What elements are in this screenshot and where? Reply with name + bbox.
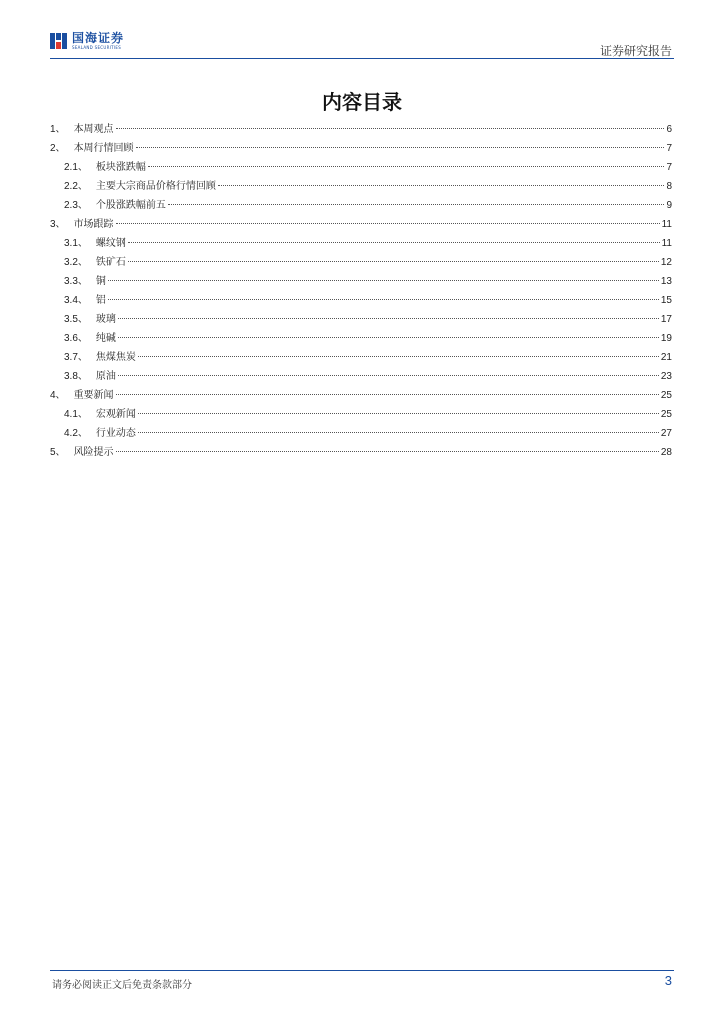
toc-dot-leader [136,147,665,148]
toc-entry-title: 本周观点 [73,124,114,135]
table-of-contents [50,120,672,462]
toc-entry-page: 28 [660,447,672,458]
toc-entry-number: 3.6、 [64,333,88,344]
toc-entry-page: 11 [661,219,672,230]
toc-entry-title: 宏观新闻 [95,409,136,420]
toc-entry[interactable] [50,215,672,234]
toc-entry-number: 2.1、 [64,162,88,173]
toc-dot-leader [116,223,660,224]
toc-entry[interactable] [50,424,672,443]
toc-dot-leader [108,299,659,300]
toc-entry-page: 15 [660,295,672,306]
logo-name-en: SEALAND SECURITIES [72,45,122,50]
toc-dot-leader [168,204,665,205]
toc-entry-title: 玻璃 [95,314,116,325]
toc-dot-leader [138,356,659,357]
toc-entry[interactable] [50,291,672,310]
toc-entry-number: 3.3、 [64,276,88,287]
toc-entry-page: 6 [666,124,672,135]
toc-entry-title: 市场跟踪 [73,219,114,230]
disclaimer-note: 请务必阅读正文后免责条款部分 [52,980,192,991]
toc-dot-leader [116,128,665,129]
toc-dot-leader [218,185,665,186]
toc-entry-number: 4、 [50,390,66,401]
toc-entry-page: 8 [666,181,672,192]
toc-entry-number: 3.7、 [64,352,88,363]
toc-entry-title: 行业动态 [95,428,136,439]
page-number: 3 [664,973,672,988]
toc-dot-leader [148,166,665,167]
toc-entry-page: 23 [660,371,672,382]
toc-entry[interactable] [50,158,672,177]
toc-entry[interactable] [50,120,672,139]
toc-entry-title: 板块涨跌幅 [95,162,146,173]
toc-entry-title: 风险提示 [73,447,114,458]
toc-dot-leader [138,432,659,433]
toc-entry-page: 11 [661,238,672,249]
toc-entry-page: 12 [660,257,672,268]
toc-entry-page: 25 [660,390,672,401]
toc-entry-number: 3.4、 [64,295,88,306]
company-logo [50,30,124,52]
toc-dot-leader [108,280,659,281]
toc-dot-leader [118,318,659,319]
toc-dot-leader [118,375,659,376]
toc-entry[interactable] [50,310,672,329]
toc-dot-leader [128,242,660,243]
toc-entry-page: 21 [660,352,672,363]
toc-entry-number: 4.1、 [64,409,88,420]
toc-entry-title: 原油 [95,371,116,382]
page-header [0,0,724,62]
toc-entry-number: 2.2、 [64,181,88,192]
toc-dot-leader [118,337,659,338]
toc-entry-title: 个股涨跌幅前五 [95,200,166,211]
toc-entry-page: 19 [660,333,672,344]
toc-entry-title: 螺纹钢 [95,238,126,249]
toc-entry-page: 9 [666,200,672,211]
toc-dot-leader [128,261,659,262]
toc-entry-title: 纯碱 [95,333,116,344]
logo-name-cn: 国海证券 [72,31,125,45]
toc-entry-title: 铝 [95,295,106,306]
toc-entry-title: 重要新闻 [73,390,114,401]
toc-dot-leader [116,394,659,395]
toc-entry-number: 3.5、 [64,314,88,325]
toc-entry[interactable] [50,443,672,462]
report-type-label: 证券研究报告 [599,44,672,58]
toc-entry[interactable] [50,329,672,348]
toc-entry[interactable] [50,234,672,253]
toc-entry-page: 27 [660,428,672,439]
toc-entry-number: 2.3、 [64,200,88,211]
toc-entry[interactable] [50,139,672,158]
toc-entry[interactable] [50,386,672,405]
toc-entry-title: 焦煤焦炭 [95,352,136,363]
toc-dot-leader [138,413,659,414]
toc-entry-number: 1、 [50,124,66,135]
toc-entry-title: 铁矿石 [95,257,126,268]
toc-entry-page: 7 [666,162,672,173]
toc-entry[interactable] [50,272,672,291]
toc-entry-number: 2、 [50,143,66,154]
toc-entry-number: 5、 [50,447,66,458]
header-divider [50,58,674,59]
toc-entry-title: 本周行情回顾 [73,143,134,154]
toc-entry-title: 主要大宗商品价格行情回顾 [95,181,216,192]
toc-entry-number: 4.2、 [64,428,88,439]
toc-title: 内容目录 [322,90,402,114]
toc-entry-number: 3.2、 [64,257,88,268]
toc-entry-number: 3.8、 [64,371,88,382]
toc-entry-title: 铜 [95,276,106,287]
toc-entry[interactable] [50,196,672,215]
toc-entry[interactable] [50,253,672,272]
toc-dot-leader [116,451,659,452]
toc-entry-page: 7 [666,143,672,154]
toc-entry[interactable] [50,405,672,424]
toc-entry[interactable] [50,177,672,196]
toc-entry-page: 13 [660,276,672,287]
toc-entry[interactable] [50,348,672,367]
toc-entry-number: 3.1、 [64,238,88,249]
toc-entry[interactable] [50,367,672,386]
toc-entry-page: 25 [660,409,672,420]
toc-entry-number: 3、 [50,219,66,230]
toc-entry-page: 17 [660,314,672,325]
sealand-logo-icon [50,31,68,51]
footer-divider [50,970,674,971]
